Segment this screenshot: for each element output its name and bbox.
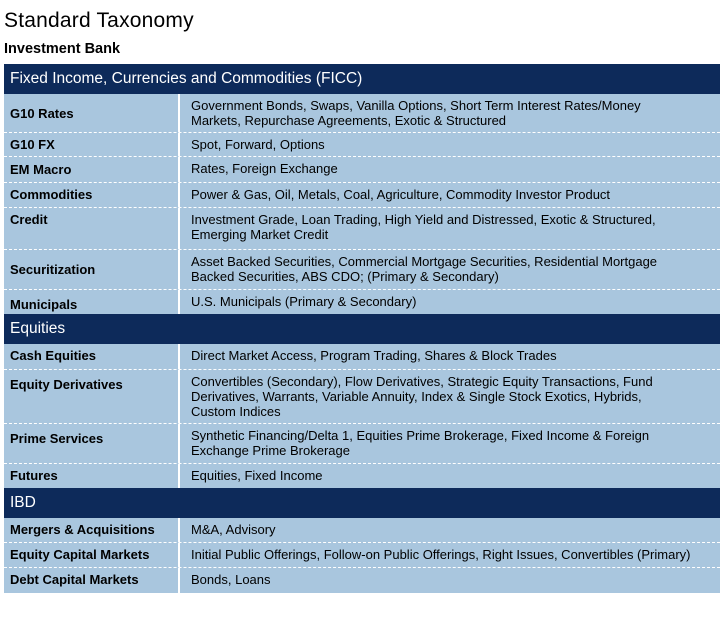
row-description: M&A, Advisory	[191, 522, 276, 537]
row-category: Equity Derivatives	[10, 377, 123, 392]
section-header-ibd: IBD	[4, 488, 720, 518]
table-row	[4, 344, 720, 369]
row-description: Rates, Foreign Exchange	[191, 161, 338, 176]
table-row	[4, 289, 720, 314]
row-description: Equities, Fixed Income	[191, 468, 323, 483]
row-category: Securitization	[10, 262, 96, 277]
row-description: U.S. Municipals (Primary & Secondary)	[191, 294, 417, 309]
row-category: Debt Capital Markets	[10, 572, 139, 587]
row-category: Futures	[10, 468, 58, 483]
page-subtitle: Investment Bank	[4, 41, 121, 57]
table-row	[4, 249, 720, 289]
row-description: Bonds, Loans	[191, 572, 271, 587]
row-description: Synthetic Financing/Delta 1, Equities Prime Brokerage, Fixed Income & Foreign Exchange Prime Brokerage	[191, 428, 650, 458]
row-description: Initial Public Offerings, Follow-on Public Offerings, Right Issues, Convertibles (Primary)	[191, 547, 691, 562]
row-category: G10 Rates	[10, 105, 74, 121]
row-category: Commodities	[10, 187, 93, 202]
row-description: Spot, Forward, Options	[191, 137, 325, 152]
row-category: EM Macro	[10, 162, 72, 177]
table-row	[4, 156, 720, 182]
row-description: Direct Market Access, Program Trading, Shares & Block Trades	[191, 348, 557, 363]
table-row	[4, 463, 720, 488]
row-category: Credit	[10, 212, 48, 227]
section-header-equities: Equities	[4, 314, 720, 344]
table-row	[4, 423, 720, 463]
table-row	[4, 132, 720, 156]
row-description: Power & Gas, Oil, Metals, Coal, Agriculture, Commodity Investor Product	[191, 187, 611, 202]
row-description: Government Bonds, Swaps, Vanilla Options, Short Term Interest Rates/Money Markets, Repurchase Agreements, Exotic & Structured	[191, 98, 641, 128]
taxonomy-table	[4, 64, 720, 593]
row-category: Mergers & Acquisitions	[10, 522, 155, 537]
row-description: Investment Grade, Loan Trading, High Yield and Distressed, Exotic & Structured, Emerging Market Credit	[191, 212, 656, 242]
table-row	[4, 567, 720, 593]
table-row	[4, 518, 720, 542]
table-row	[4, 182, 720, 207]
row-category: G10 FX	[10, 137, 55, 152]
table-row	[4, 542, 720, 567]
row-category: Prime Services	[10, 431, 104, 446]
row-category: Equity Capital Markets	[10, 547, 150, 562]
row-category: Cash Equities	[10, 348, 96, 363]
page-title: Standard Taxonomy	[4, 9, 194, 32]
table-row	[4, 207, 720, 249]
row-description: Convertibles (Secondary), Flow Derivatives, Strategic Equity Transactions, Fund Derivatives, Warrants, Variable Annuity, Index & Single Stock Exotics, Hybrids, Custom Indices	[191, 374, 653, 419]
row-category: Municipals	[10, 297, 78, 312]
section-header-ficc: Fixed Income, Currencies and Commodities (FICC)	[4, 64, 720, 94]
table-row	[4, 94, 720, 132]
row-description: Asset Backed Securities, Commercial Mortgage Securities, Residential Mortgage Backed Securities, ABS CDO; (Primary & Secondary)	[191, 254, 658, 284]
table-row	[4, 369, 720, 423]
